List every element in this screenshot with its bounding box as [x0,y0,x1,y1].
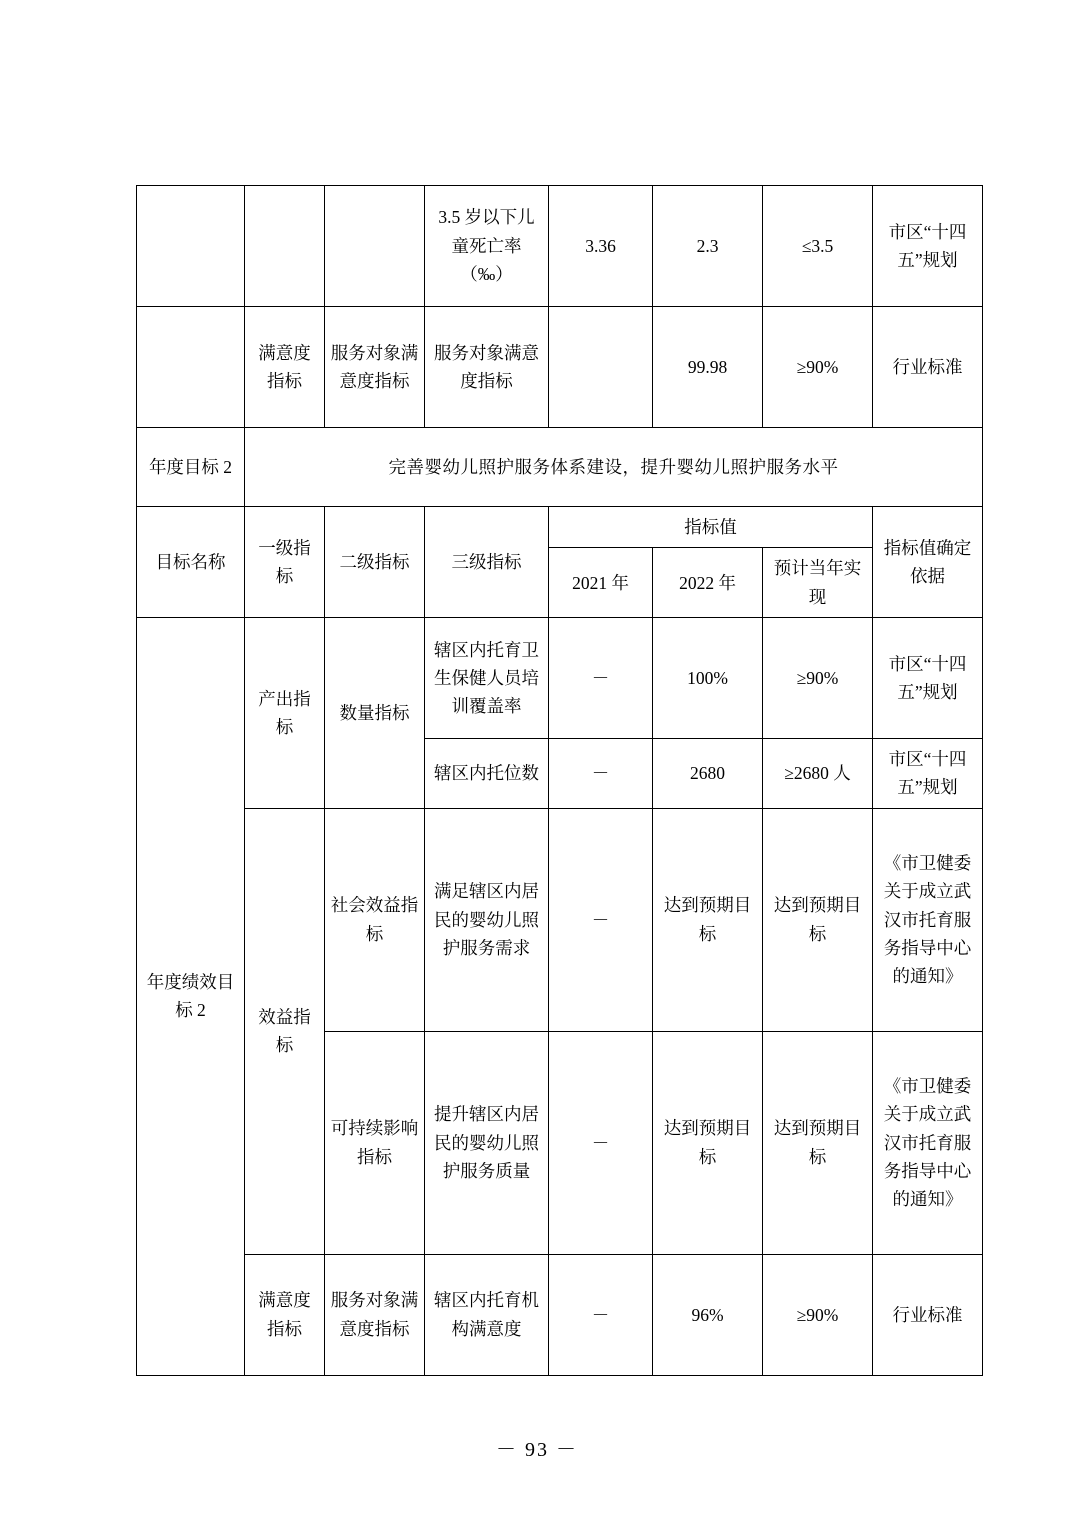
cell-expected: ≤3.5 [763,186,873,307]
cell-indicator3: 辖区内托位数 [425,739,549,809]
annual-goal-label: 年度目标 2 [137,428,245,507]
cell-expected: ≥90% [763,1254,873,1375]
cell-level1: 满意度指标 [245,1254,325,1375]
page-number-text: － 93 － [496,1439,578,1461]
cell-2022: 100% [653,618,763,739]
table-row [137,808,983,1031]
cell-basis: 《市卫健委关于成立武汉市托育服务指导中心的通知》 [873,808,983,1031]
cell-basis: 行业标准 [873,1254,983,1375]
cell-expected: ≥90% [763,307,873,428]
cell-level2: 服务对象满意度指标 [325,1254,425,1375]
cell-2022: 99.98 [653,307,763,428]
cell-2021: － [549,1254,653,1375]
header-2021: 2021 年 [549,548,653,618]
cell-indicator3: 辖区内托育卫生保健人员培训覆盖率 [425,618,549,739]
table-row [137,186,983,307]
cell-goal-label: 年度绩效目标 2 [137,618,245,1376]
table-header-row [137,507,983,548]
cell-expected: ≥90% [763,618,873,739]
performance-table [136,185,983,1376]
cell-basis: 市区“十四五”规划 [873,739,983,809]
cell-indicator3: 服务对象满意度指标 [425,307,549,428]
header-goal-name: 目标名称 [137,507,245,618]
cell-2022: 达到预期目标 [653,1031,763,1254]
cell-level1: 产出指标 [245,618,325,809]
cell-2021 [549,307,653,428]
cell-2021: － [549,739,653,809]
cell-indicator3: 3.5 岁以下儿童死亡率（‰） [425,186,549,307]
cell-level2: 数量指标 [325,618,425,809]
cell-expected: 达到预期目标 [763,1031,873,1254]
header-value-group: 指标值 [549,507,873,548]
annual-goal-text: 完善婴幼儿照护服务体系建设，提升婴幼儿照护服务水平 [245,428,983,507]
cell-2021: － [549,1031,653,1254]
header-level1: 一级指标 [245,507,325,618]
page-number [0,1433,1074,1462]
cell-empty-1 [137,186,245,307]
header-2022: 2022 年 [653,548,763,618]
cell-2021: － [549,618,653,739]
cell-basis: 《市卫健委关于成立武汉市托育服务指导中心的通知》 [873,1031,983,1254]
cell-2022: 96% [653,1254,763,1375]
header-expected: 预计当年实现 [763,548,873,618]
cell-2022: 2680 [653,739,763,809]
header-basis: 指标值确定依据 [873,507,983,618]
table-row [137,618,983,739]
cell-empty-2 [245,186,325,307]
cell-basis: 市区“十四五”规划 [873,186,983,307]
cell-level2: 服务对象满意度指标 [325,307,425,428]
cell-basis: 市区“十四五”规划 [873,618,983,739]
cell-indicator3: 提升辖区内居民的婴幼儿照护服务质量 [425,1031,549,1254]
cell-2021: － [549,808,653,1031]
cell-2022: 2.3 [653,186,763,307]
cell-basis: 行业标准 [873,307,983,428]
header-level3: 三级指标 [425,507,549,618]
cell-level2: 可持续影响指标 [325,1031,425,1254]
cell-empty-3 [325,186,425,307]
cell-level1: 满意度指标 [245,307,325,428]
cell-indicator3: 满足辖区内居民的婴幼儿照护服务需求 [425,808,549,1031]
cell-level1: 效益指标 [245,808,325,1254]
cell-empty-4 [137,307,245,428]
cell-expected: ≥2680 人 [763,739,873,809]
cell-level2: 社会效益指标 [325,808,425,1031]
annual-goal-row [137,428,983,507]
table-row [137,307,983,428]
table-row [137,1254,983,1375]
cell-2021: 3.36 [549,186,653,307]
cell-expected: 达到预期目标 [763,808,873,1031]
cell-2022: 达到预期目标 [653,808,763,1031]
cell-indicator3: 辖区内托育机构满意度 [425,1254,549,1375]
header-level2: 二级指标 [325,507,425,618]
